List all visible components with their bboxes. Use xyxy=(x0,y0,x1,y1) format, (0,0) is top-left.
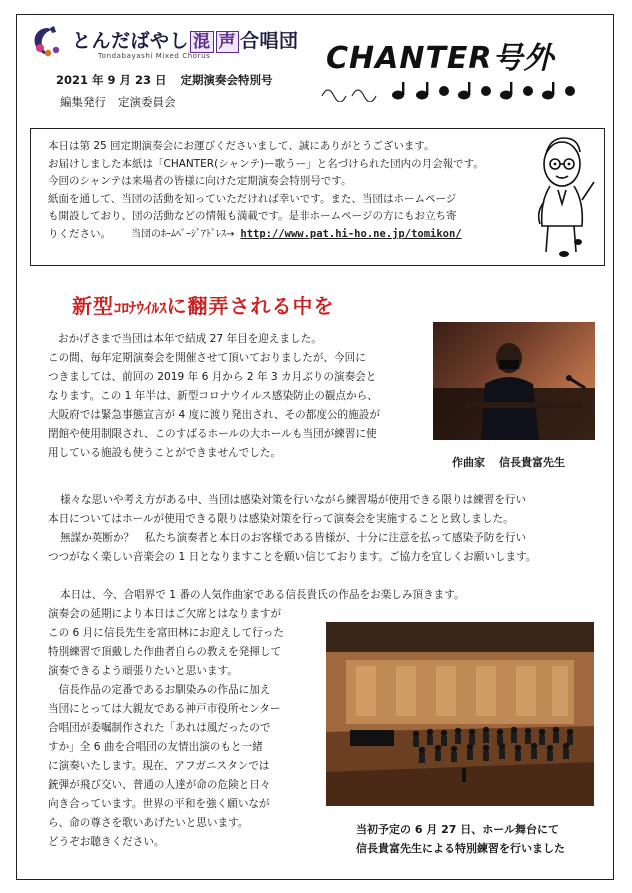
issue-line xyxy=(56,72,287,88)
issue-date: 2021 年 9 月 23 日 xyxy=(56,73,167,87)
article-paragraph-3-lead: 本日は、今、合唱界で 1 番の人気作曲家である信長貴氏の作品をお楽しみ頂きます。 xyxy=(60,589,465,601)
org-roman-name: Tondabayashi Mixed Chorus xyxy=(98,52,211,60)
masthead-title: CHANTER号外 xyxy=(326,41,555,76)
editor-label: 編集発行 xyxy=(60,95,106,109)
homepage-label: 当団のﾎｰﾑﾍﾟｰｼﾞｱﾄﾞﾚｽ→ xyxy=(131,228,235,240)
rehearsal-photo xyxy=(326,622,594,806)
article-headline: 新型ｺﾛﾅｳｲﾙｽに翻弄される中を xyxy=(72,294,335,318)
issue-type: 定期演奏会特別号 xyxy=(180,73,273,87)
composer-photo-caption: 作曲家 信長貴富先生 xyxy=(452,456,565,469)
composer-photo xyxy=(433,322,595,440)
homepage-link[interactable]: http://www.pat.hi-ho.ne.jp/tomikon/ xyxy=(240,227,462,240)
music-notes-decoration-icon xyxy=(318,80,588,102)
editor-name: 定演委員会 xyxy=(118,95,176,109)
article-paragraph-3: 演奏会の延期により本日はご欠席とはなりますが この 6 月に信長先生を富田林にお迎えして行った 特別練習で頂戴した作曲者自らの教えを発揮して 演奏できるよう頑張りたいと思います。 信長作品の定番であるお馴染みの作品に加え 当団にとっては大親友である神戸市役所センター 合唱団が委嘱制作された「あれは風だったので すか」全 6 曲を合唱団の友情出演のもと一緒 に演奏いたします。現在、アフガニスタンでは 銃弾が飛び交い、普通の人達が命の危険と日々 向き合っています。世界の平和を強く願いなが ら、命の尊さを歌いあげたいと思います。 どうぞお聴きください。 xyxy=(48,608,284,848)
rehearsal-photo-caption: 当初予定の 6 月 27 日、ホール舞台にて 信長貴富先生による特別練習を行いました xyxy=(356,823,565,855)
article-paragraph-2: 様々な思いや考え方がある中、当団は感染対策を行いながら練習場が使用できる限りは練習を行い 本日についてはホールが使用できる限りは感染対策を行って演奏会を実施することと致しました。 無謀か英断か？ 私たち演奏者と本日のお客様である皆様が、十分に注意を払って感染予防を行い つつがなく楽しい音楽会の 1 日となりますことを願い信じております。ご協力を宜しくお願いします。 xyxy=(48,494,537,563)
article-paragraph-1: おかげさまで当団は本年で結成 27 年目を迎えました。 この間、毎年定期演奏会を開催させて頂いておりましたが、今回に つきましては、前回の 2019 年 6 月から 2 年 3 カ月ぶりの演奏会と なります。この 1 年半は、新型コロナウイルス感染防止の観点から、 大阪府では緊急事態宣言が 4 度に渡り発出され、その都度公的施設が 閉館や使用制限され、このすばるホールの大ホールも当団が練習に使 用している施設も使うことができませんでした。 xyxy=(48,333,380,459)
editor-line xyxy=(60,94,188,110)
choir-logo-icon xyxy=(30,24,70,60)
conductor-caricature-icon xyxy=(528,132,598,260)
org-name: とんだばやし 混 声 合唱団 xyxy=(72,30,299,52)
intro-text: 本日は第 25 回定期演奏会にお運びくださいまして、誠にありがとうございます。 お届けしました本紙は「CHANTER(シャンテ)ー歌うー」と名づけられた団内の月会報です。 今回のシャンテは来場者の皆様に向けた定期演奏会特別号です。 紙面を通して、当団の活動を知っていただければ幸いです。また、当団はホームページ も開設しており、団の活動などの情報も満載です。是非ホームページの方にもお立ち寄 りください。 当団のﾎｰﾑﾍﾟｰｼﾞｱﾄﾞﾚｽ→ http://www.pat.hi-ho.ne.jp/tomikon/ xyxy=(48,140,484,240)
